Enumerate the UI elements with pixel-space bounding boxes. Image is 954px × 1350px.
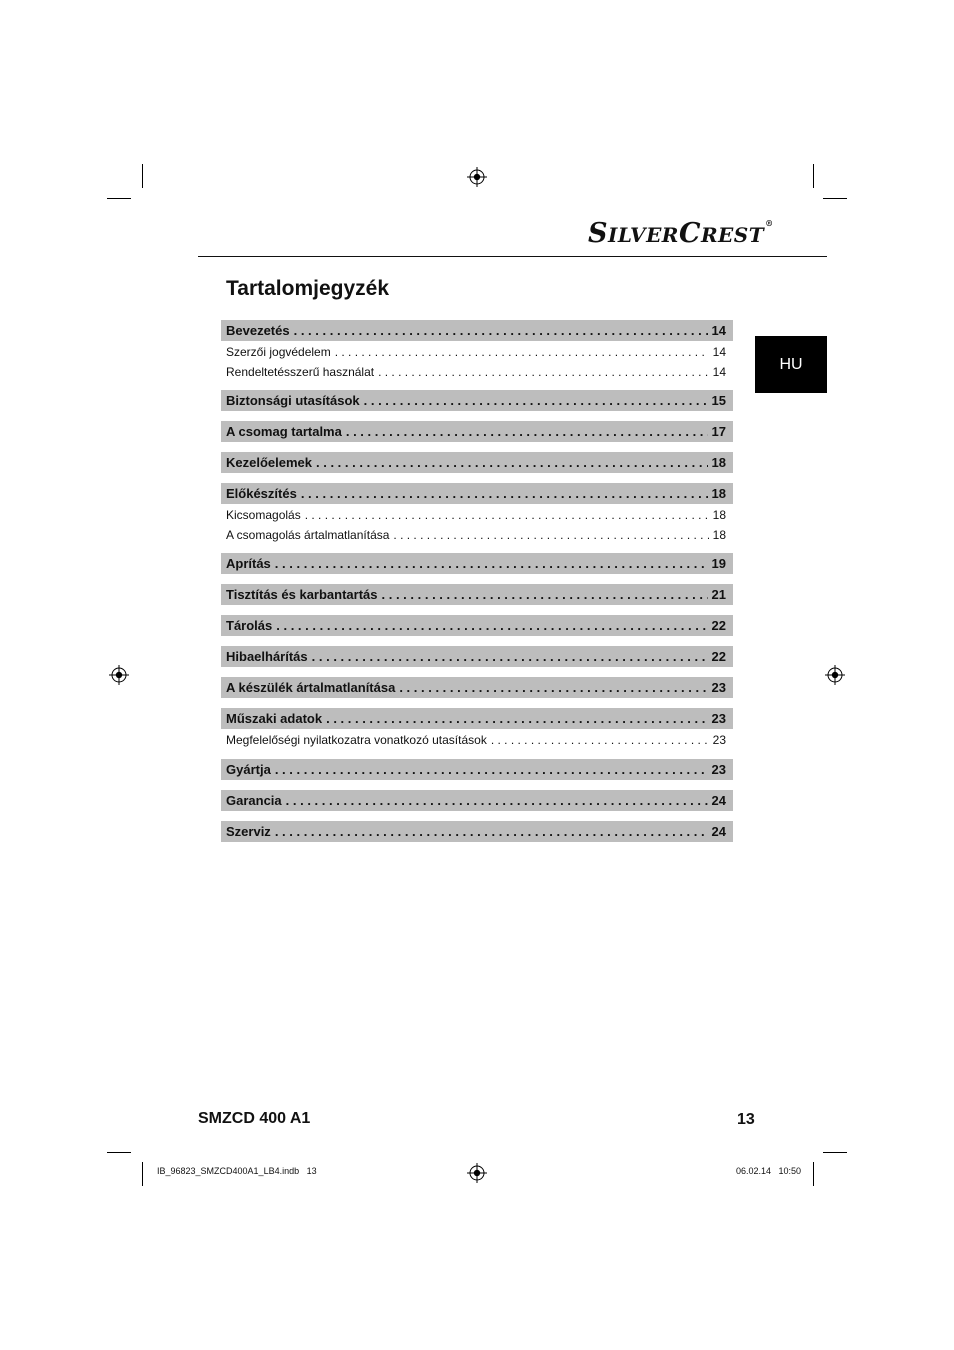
toc-section-row[interactable]: Tisztítás és karbantartás . . . 21	[221, 584, 733, 605]
print-slug-file: IB_96823_SMZCD400A1_LB4.indb 13	[157, 1166, 317, 1176]
dot-leader	[346, 424, 708, 439]
toc-section-row[interactable]: Aprítás . . . 19	[221, 553, 733, 574]
crop-mark	[823, 198, 847, 199]
dot-leader	[305, 508, 709, 522]
header-divider	[198, 256, 827, 257]
toc-section-row[interactable]: Biztonsági utasítások . . . 15	[221, 390, 733, 411]
dot-leader	[301, 486, 708, 501]
registration-mark-icon	[825, 665, 845, 685]
registration-mark-icon	[467, 167, 487, 187]
dot-leader	[378, 365, 709, 379]
registration-mark-icon	[109, 665, 129, 685]
print-slug-date: 06.02.14 10:50	[736, 1166, 802, 1176]
page-title: Tartalomjegyzék	[226, 277, 390, 300]
dot-leader	[312, 649, 708, 664]
dot-leader	[275, 556, 708, 571]
dot-leader	[382, 587, 708, 602]
toc-subsection-row[interactable]: Szerzői jogvédelem . . . 14	[221, 343, 733, 361]
toc-subsection-row[interactable]: A csomagolás ártalmatlanítása . . . 18	[221, 526, 733, 544]
dot-leader	[286, 793, 708, 808]
dot-leader	[316, 455, 708, 470]
crop-mark	[142, 1162, 143, 1186]
dot-leader	[275, 824, 708, 839]
toc-section-row[interactable]: Gyártja . . . 23	[221, 759, 733, 780]
toc-section-row[interactable]: Tárolás . . . 22	[221, 615, 733, 636]
dot-leader	[276, 618, 707, 633]
dot-leader	[275, 762, 708, 777]
toc-section-row[interactable]: Kezelőelemek . . . 18	[221, 452, 733, 473]
dot-leader	[326, 711, 707, 726]
dot-leader	[335, 345, 709, 359]
crop-mark	[813, 164, 814, 188]
toc-section-row[interactable]: Előkészítés . . . 18	[221, 483, 733, 504]
crop-mark	[823, 1152, 847, 1153]
crop-mark	[142, 164, 143, 188]
toc-section-row[interactable]: Műszaki adatok . . . 23	[221, 708, 733, 729]
language-badge: HU	[755, 336, 827, 393]
toc-section-row[interactable]: Bevezetés . . . 14	[221, 320, 733, 341]
brand-logo: SILVERCREST®	[588, 218, 774, 249]
toc-subsection-row[interactable]: Megfelelőségi nyilatkozatra vonatkozó utasítások . . . 23	[221, 731, 733, 749]
page-number: 13	[737, 1111, 755, 1128]
crop-mark	[107, 198, 131, 199]
dot-leader	[399, 680, 707, 695]
dot-leader	[364, 393, 708, 408]
dot-leader	[491, 733, 709, 747]
crop-mark	[107, 1152, 131, 1153]
toc-section-row[interactable]: A csomag tartalma . . . 17	[221, 421, 733, 442]
dot-leader	[294, 323, 708, 338]
dot-leader	[393, 528, 708, 542]
toc-section-row[interactable]: Szerviz . . . 24	[221, 821, 733, 842]
registration-mark-icon	[467, 1163, 487, 1183]
toc-section-row[interactable]: Garancia . . . 24	[221, 790, 733, 811]
toc-section-row[interactable]: A készülék ártalmatlanítása . . . 23	[221, 677, 733, 698]
toc-section-row[interactable]: Hibaelhárítás . . . 22	[221, 646, 733, 667]
toc-subsection-row[interactable]: Rendeltetésszerű használat . . . 14	[221, 363, 733, 381]
toc-subsection-row[interactable]: Kicsomagolás . . . 18	[221, 506, 733, 524]
crop-mark	[813, 1162, 814, 1186]
model-number: SMZCD 400 A1	[198, 1110, 311, 1127]
